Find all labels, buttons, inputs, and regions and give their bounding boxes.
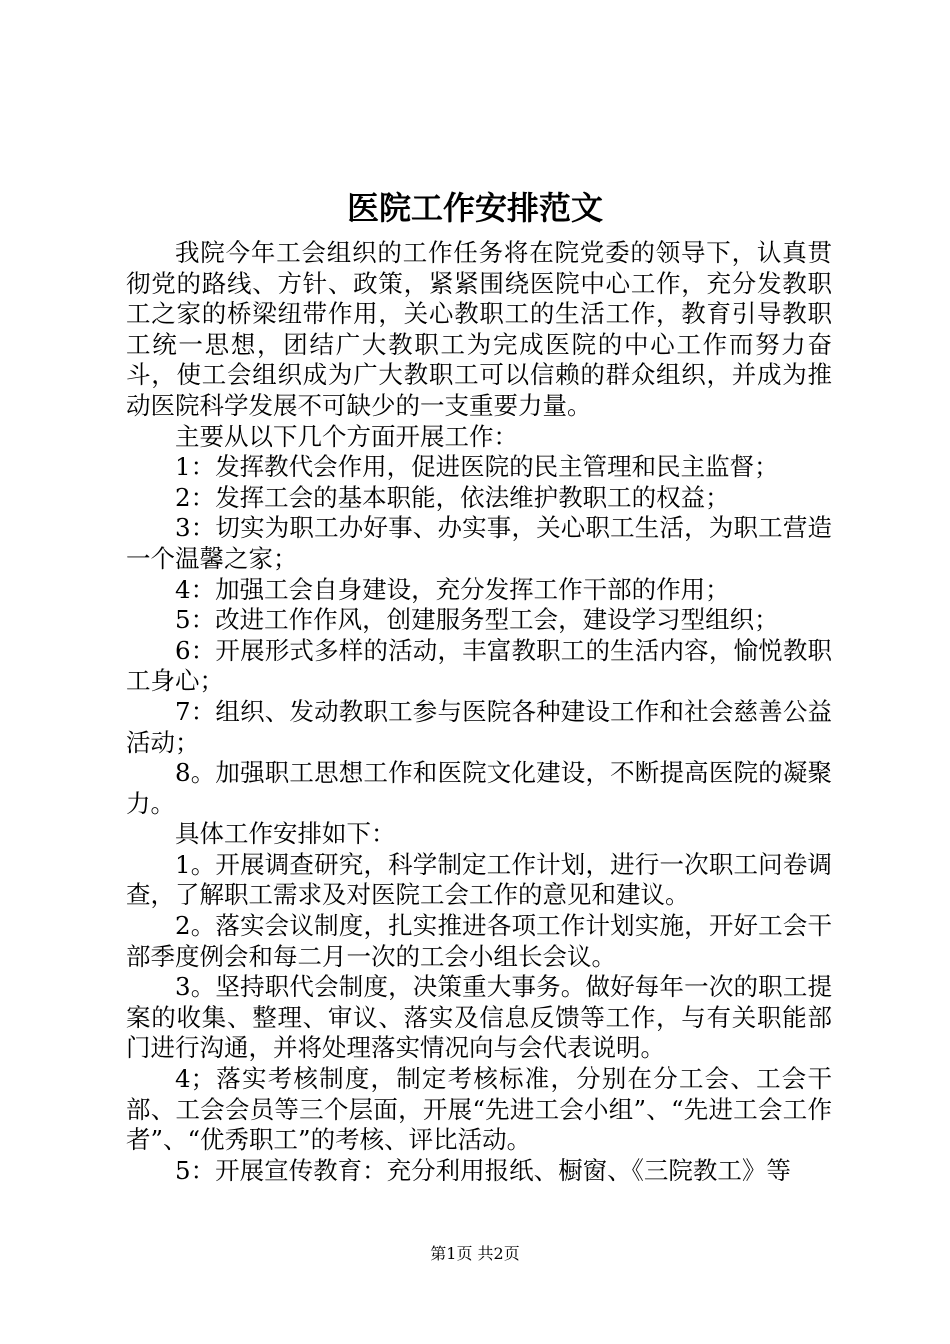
document-body [126,238,832,1186]
paragraph-arrangement-heading: 具体工作安排如下： [175,819,396,849]
paragraph-aspect-5: 5：改进工作作风，创建服务型工会，建设学习型组织； [175,605,779,635]
paragraph-aspect-1: 1：发挥教代会作用，促进医院的民主管理和民主监督； [175,452,779,482]
paragraph-aspect-4: 4：加强工会自身建设，充分发挥工作干部的作用； [175,574,730,604]
paragraph-arrangement-3: 3。坚持职代会制度，决策重大事务。做好每年一次的职工提案的收集、整理、审议、落实及信息反馈等工作，与有关职能部门进行沟通，并将处理落实情况向与会代表说明。 [126,972,832,1063]
paragraph-aspect-2: 2：发挥工会的基本职能，依法维护教职工的权益； [175,482,730,512]
document-title: 医院工作安排范文 [346,189,603,227]
paragraph-arrangement-2: 2。落实会议制度，扎实推进各项工作计划实施，开好工会干部季度例会和每二月一次的工会小组长会议。 [126,911,832,971]
paragraph-arrangement-5: 5：开展宣传教育：充分利用报纸、橱窗、《三院教工》等 [175,1155,791,1185]
paragraph-aspect-3: 3：切实为职工办好事、办实事，关心职工生活，为职工营造一个温馨之家； [126,513,832,573]
page-footer: 第1页 共2页 [430,1244,520,1263]
paragraph-aspect-6: 6：开展形式多样的活动，丰富教职工的生活内容，愉悦教职工身心； [126,635,832,696]
paragraph-intro: 我院今年工会组织的工作任务将在院党委的领导下，认真贯彻党的路线、方针、政策，紧紧围绕医院中心工作，充分发教职工之家的桥梁纽带作用，关心教职工的生活工作，教育引导教职工统一思想，团结广大教职工为完成医院的中心工作而努力奋斗，使工会组织成为广大教职工可以信赖的群众组织，并成为推动医院科学发展不可缺少的一支重要力量。 [126,238,832,420]
paragraph-arrangement-1: 1。开展调查研究，科学制定工作计划，进行一次职工问卷调查，了解职工需求及对医院工会工作的意见和建议。 [126,849,832,910]
paragraph-aspects-heading: 主要从以下几个方面开展工作： [175,421,518,451]
paragraph-aspect-7: 7：组织、发动教职工参与医院各种建设工作和社会慈善公益活动； [126,696,832,757]
paragraph-aspect-8: 8。加强职工思想工作和医院文化建设，不断提高医院的凝聚力。 [126,758,832,818]
paragraph-arrangement-4: 4；落实考核制度，制定考核标准，分别在分工会、工会干部、工会会员等三个层面，开展“先进工会小组”、“先进工会工作者”、“优秀职工”的考核、评比活动。 [126,1064,832,1155]
